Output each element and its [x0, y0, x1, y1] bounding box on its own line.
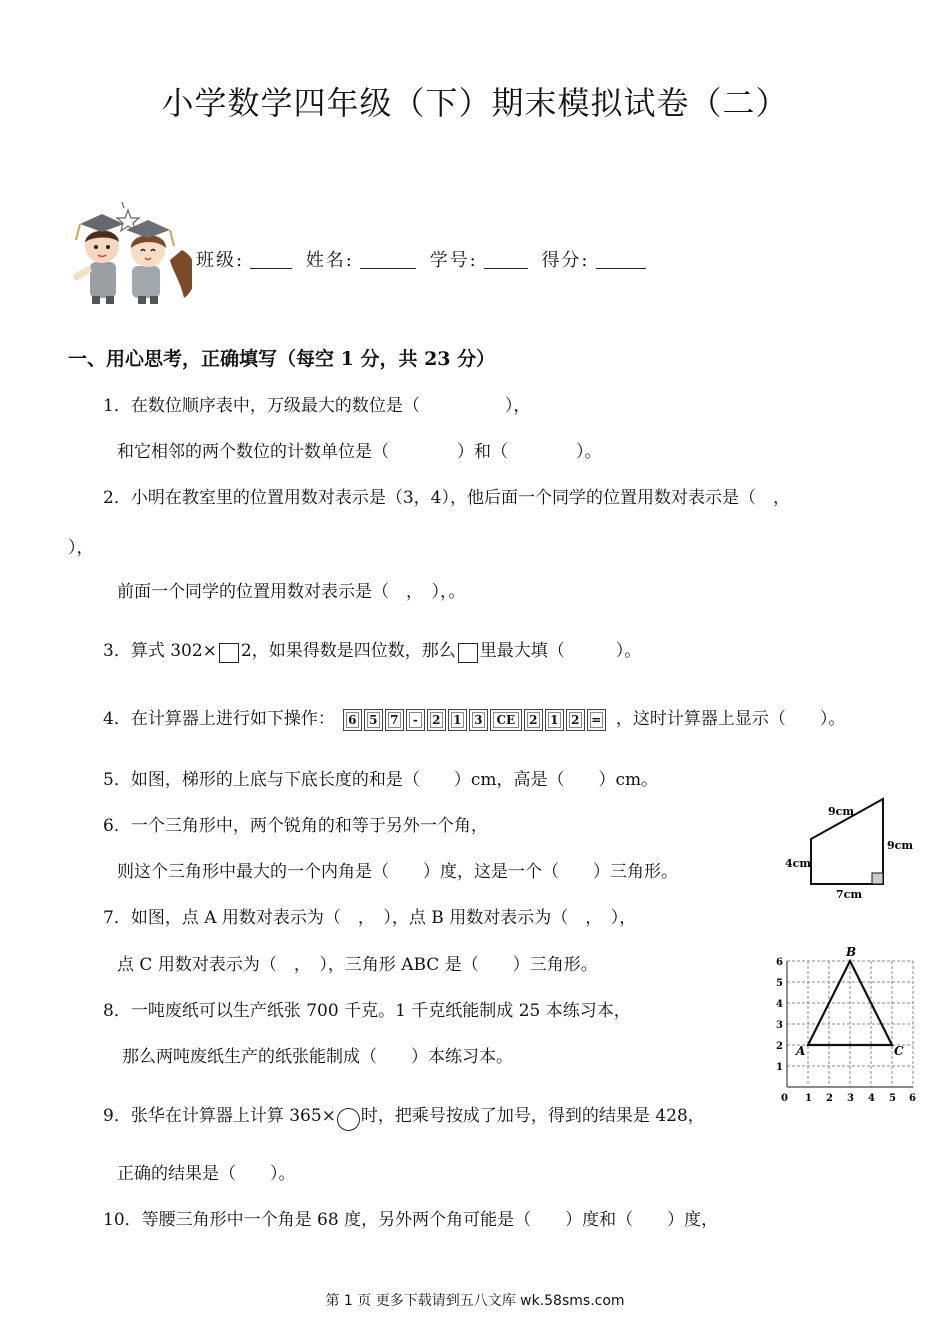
question-5: 5．如图，梯形的上底与下底长度的和是（ ）cm，高是（ ）cm。 — [103, 770, 659, 790]
trapezoid-top-label: 9cm — [828, 805, 854, 818]
question-2-line-2: ）， — [68, 538, 94, 558]
girl-gown — [132, 266, 160, 298]
grid-lines — [787, 961, 913, 1087]
x-tick-2: 2 — [826, 1093, 833, 1104]
y-tick-4: 4 — [776, 999, 783, 1010]
question-3 — [103, 640, 641, 663]
question-9-part-2: 时，把乘号按成了加号，得到的结果是 428， — [360, 1106, 705, 1126]
x-tick-1: 1 — [805, 1093, 812, 1104]
question-1-line-2: 和它相邻的两个数位的计数单位是（ ）和（ ）。 — [117, 442, 602, 462]
x-tick-4: 4 — [868, 1093, 875, 1104]
trapezoid-left-label: 4cm — [785, 857, 811, 870]
question-9-part-1: 9．张华在计算器上计算 365× — [103, 1106, 336, 1126]
y-tick-3: 3 — [776, 1020, 783, 1031]
x-tick-5: 5 — [889, 1093, 896, 1104]
class-field[interactable] — [250, 250, 292, 269]
calc-key: 2 — [566, 709, 585, 731]
point-c-label: C — [894, 1044, 904, 1058]
graduates-illustration — [62, 200, 192, 310]
calc-key: 3 — [469, 709, 488, 731]
question-3-part-2: 2，如果得数是四位数，那么 — [240, 641, 456, 661]
calc-key: = — [587, 709, 606, 731]
answer-box-icon[interactable] — [458, 643, 478, 663]
page-footer: 第 1 页 更多下载请到五八文库 wk.58sms.com — [325, 1293, 625, 1309]
question-3-part-1: 3．算式 302× — [103, 641, 217, 661]
question-8-line-1: 8．一吨废纸可以生产纸张 700 千克。1 千克纸能制成 25 本练习本， — [103, 1001, 631, 1021]
y-tick-2: 2 — [776, 1041, 783, 1052]
score-field[interactable] — [596, 250, 646, 269]
question-6-line-2: 则这个三角形中最大的一个内角是（ ）度，这是一个（ ）三角形。 — [117, 862, 678, 882]
x-tick-0: 0 — [781, 1093, 788, 1104]
calc-key: 1 — [545, 709, 564, 731]
calc-key: 7 — [385, 709, 404, 731]
x-tick-6: 6 — [909, 1093, 916, 1104]
id-label: 学号: — [429, 250, 478, 271]
question-2-line-1: 2．小明在教室里的位置用数对表示是（3，4），他后面一个同学的位置用数对表示是（ ， — [103, 488, 790, 508]
coordinate-grid-figure — [772, 943, 922, 1105]
calc-key: 6 — [343, 709, 362, 731]
question-1-line-1: 1．在数位顺序表中，万级最大的数位是（ ）， — [103, 396, 531, 416]
question-10: 10．等腰三角形中一个角是 68 度，另外两个角可能是（ ）度和（ ）度， — [103, 1210, 719, 1230]
question-8-line-2: 那么两吨废纸生产的纸张能制成（ ）本练习本。 — [122, 1047, 513, 1067]
calc-key: - — [406, 709, 425, 731]
id-field[interactable] — [484, 250, 528, 269]
calc-key: 5 — [364, 709, 383, 731]
point-a-label: A — [796, 1044, 806, 1058]
calc-key: CE — [490, 709, 522, 731]
trapezoid-bottom-label: 7cm — [836, 888, 862, 901]
question-4 — [103, 708, 845, 731]
x-tick-3: 3 — [847, 1093, 854, 1104]
question-6-line-1: 6．一个三角形中，两个锐角的和等于另外一个角， — [103, 816, 488, 836]
y-tick-1: 1 — [776, 1062, 783, 1073]
class-label: 班级: — [196, 250, 245, 271]
question-9 — [103, 1105, 705, 1131]
calc-key: 2 — [524, 709, 543, 731]
score-label: 得分: — [541, 250, 590, 271]
name-label: 姓名: — [305, 250, 354, 271]
y-tick-6: 6 — [776, 957, 783, 968]
section-heading: 一、用心思考，正确填写（每空 1 分，共 23 分） — [68, 348, 496, 370]
y-tick-5: 5 — [776, 978, 783, 989]
right-angle-mark — [872, 873, 883, 884]
calc-key: 2 — [427, 709, 446, 731]
boy-gown — [90, 262, 116, 298]
question-7-line-2: 点 C 用数对表示为（ ， ），三角形 ABC 是（ ）三角形。 — [117, 955, 598, 975]
answer-circle-icon[interactable] — [337, 1108, 360, 1131]
question-3-part-3: 里最大填（ ）。 — [479, 641, 642, 661]
name-field[interactable] — [360, 250, 416, 269]
answer-box-icon[interactable] — [219, 643, 239, 663]
question-9-line-2: 正确的结果是（ ）。 — [117, 1164, 296, 1184]
calculator-keys — [343, 708, 608, 731]
question-4-suffix: ，这时计算器上显示（ ）。 — [615, 709, 846, 729]
student-info-row — [196, 246, 652, 272]
page-title: 小学数学四年级（下）期末模拟试卷（二） — [161, 84, 789, 122]
calc-key: 1 — [448, 709, 467, 731]
question-7-line-1: 7．如图，点 A 用数对表示为（ ， ），点 B 用数对表示为（ ， ）， — [103, 908, 637, 928]
trapezoid-right-label: 9cm — [887, 839, 913, 852]
trapezoid-figure — [780, 792, 920, 902]
question-4-prefix: 4．在计算器上进行如下操作： — [103, 709, 335, 729]
question-2-line-3: 前面一个同学的位置用数对表示是（ ， ），。 — [117, 582, 466, 602]
point-b-label: B — [846, 945, 857, 959]
boy-cap — [80, 214, 124, 232]
